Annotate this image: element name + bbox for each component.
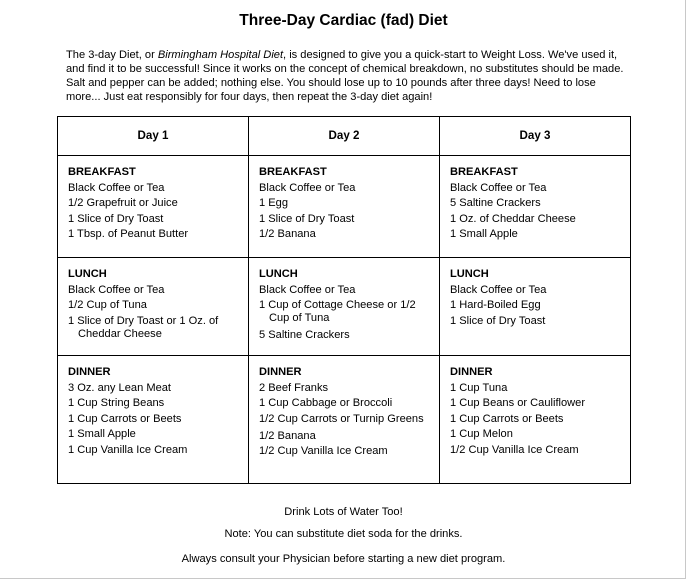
meal-item: Black Coffee or Tea	[450, 181, 547, 194]
meal-item: Black Coffee or Tea	[68, 181, 165, 194]
day-3-header: Day 3	[440, 117, 631, 156]
meal-item: 1 Cup Melon	[450, 428, 513, 440]
breakfast-row	[58, 156, 631, 258]
meal-item: Black Coffee or Tea	[68, 283, 165, 296]
dinner-day-2	[249, 356, 440, 484]
meal-item: 1 Cup String Beans	[68, 397, 165, 409]
meal-item: Black Coffee or Tea	[450, 283, 547, 296]
meal-title: LUNCH	[259, 268, 298, 280]
meal-item: 1 Slice of Dry Toast	[259, 212, 355, 225]
meal-item: 1 Cup of Cottage Cheese or 1/2 Cup of Tuna	[259, 299, 416, 324]
meal-title: BREAKFAST	[259, 166, 327, 178]
day-header-row	[58, 117, 631, 156]
day-2-header: Day 2	[249, 117, 440, 156]
meal-item: 1 Slice of Dry Toast	[450, 314, 546, 327]
meal-item: 1 Small Apple	[450, 228, 518, 240]
meal-item: Black Coffee or Tea	[259, 283, 356, 296]
intro-paragraph	[66, 48, 626, 104]
meal-item: 3 Oz. any Lean Meat	[68, 381, 171, 394]
intro-text-rest: , is designed to give you a quick-start to Weight Loss. We've used it, and find it to be successful! Since it works on the concept of chemical breakdown, no substitutes should be made. Salt and pepper can be added; nothing else. You should lose up to 10 pounds after three days! Need to lose more... Just eat responsibly for four days, then repeat the 3-day diet again!	[66, 49, 624, 103]
meal-item: 1/2 Cup Vanilla Ice Cream	[450, 443, 579, 456]
meal-item: 1/2 Banana	[259, 429, 316, 442]
meal-item: 5 Saltine Crackers	[450, 197, 541, 209]
meal-item: 1 Slice of Dry Toast or 1 Oz. of Cheddar Cheese	[68, 314, 219, 340]
meal-item: 1/2 Cup Vanilla Ice Cream	[259, 445, 388, 457]
meal-item: 1/2 Banana	[259, 228, 316, 240]
meal-item: 1 Tbsp. of Peanut Butter	[68, 228, 189, 240]
page-title: Three-Day Cardiac (fad) Diet	[239, 12, 448, 29]
breakfast-day-2	[249, 156, 440, 258]
meal-item: 1 Cup Cabbage or Broccoli	[259, 397, 393, 409]
substitution-note: Note: You can substitute diet soda for the drinks.	[224, 528, 463, 540]
meal-title: DINNER	[68, 366, 111, 378]
meal-item: 1/2 Cup of Tuna	[68, 299, 147, 311]
lunch-day-3	[440, 258, 631, 356]
dinner-day-1	[58, 356, 249, 484]
breakfast-day-3	[440, 156, 631, 258]
lunch-row	[58, 258, 631, 356]
meal-item: 1 Cup Carrots or Beets	[68, 412, 182, 425]
meal-item: 1 Hard-Boiled Egg	[450, 299, 541, 311]
dinner-row	[58, 356, 631, 484]
meal-item: 1 Egg	[259, 197, 288, 209]
meal-title: BREAKFAST	[68, 166, 136, 178]
meal-title: BREAKFAST	[450, 166, 518, 178]
meal-item: 1 Cup Carrots or Beets	[450, 412, 564, 425]
water-reminder: Drink Lots of Water Too!	[284, 506, 403, 518]
meal-item: 1 Oz. of Cheddar Cheese	[450, 212, 576, 225]
meal-item: 2 Beef Franks	[259, 381, 329, 394]
meal-item: 5 Saltine Crackers	[259, 329, 350, 341]
meal-item: 1 Cup Tuna	[450, 381, 508, 394]
day-1-header: Day 1	[58, 117, 249, 156]
meal-item: 1 Cup Beans or Cauliflower	[450, 397, 586, 409]
meal-item: 1 Cup Vanilla Ice Cream	[68, 443, 188, 456]
lunch-day-2	[249, 258, 440, 356]
meal-item: 1 Small Apple	[68, 428, 136, 440]
intro-text-start: The 3-day Diet, or	[66, 49, 158, 61]
meal-title: DINNER	[450, 366, 493, 378]
meal-item: Black Coffee or Tea	[259, 181, 356, 194]
meal-item: 1/2 Cup Carrots or Turnip Greens	[259, 412, 424, 425]
meal-item: 1/2 Grapefruit or Juice	[68, 197, 178, 209]
meal-title: DINNER	[259, 366, 302, 378]
meal-title: LUNCH	[450, 268, 489, 280]
intro-diet-name: Birmingham Hospital Diet	[157, 49, 284, 61]
meal-item: 1 Slice of Dry Toast	[68, 212, 164, 225]
diet-table	[57, 116, 631, 484]
breakfast-day-1	[58, 156, 249, 258]
dinner-day-3	[440, 356, 631, 484]
physician-disclaimer: Always consult your Physician before starting a new diet program.	[181, 553, 506, 565]
lunch-day-1	[58, 258, 249, 356]
meal-title: LUNCH	[68, 268, 107, 280]
